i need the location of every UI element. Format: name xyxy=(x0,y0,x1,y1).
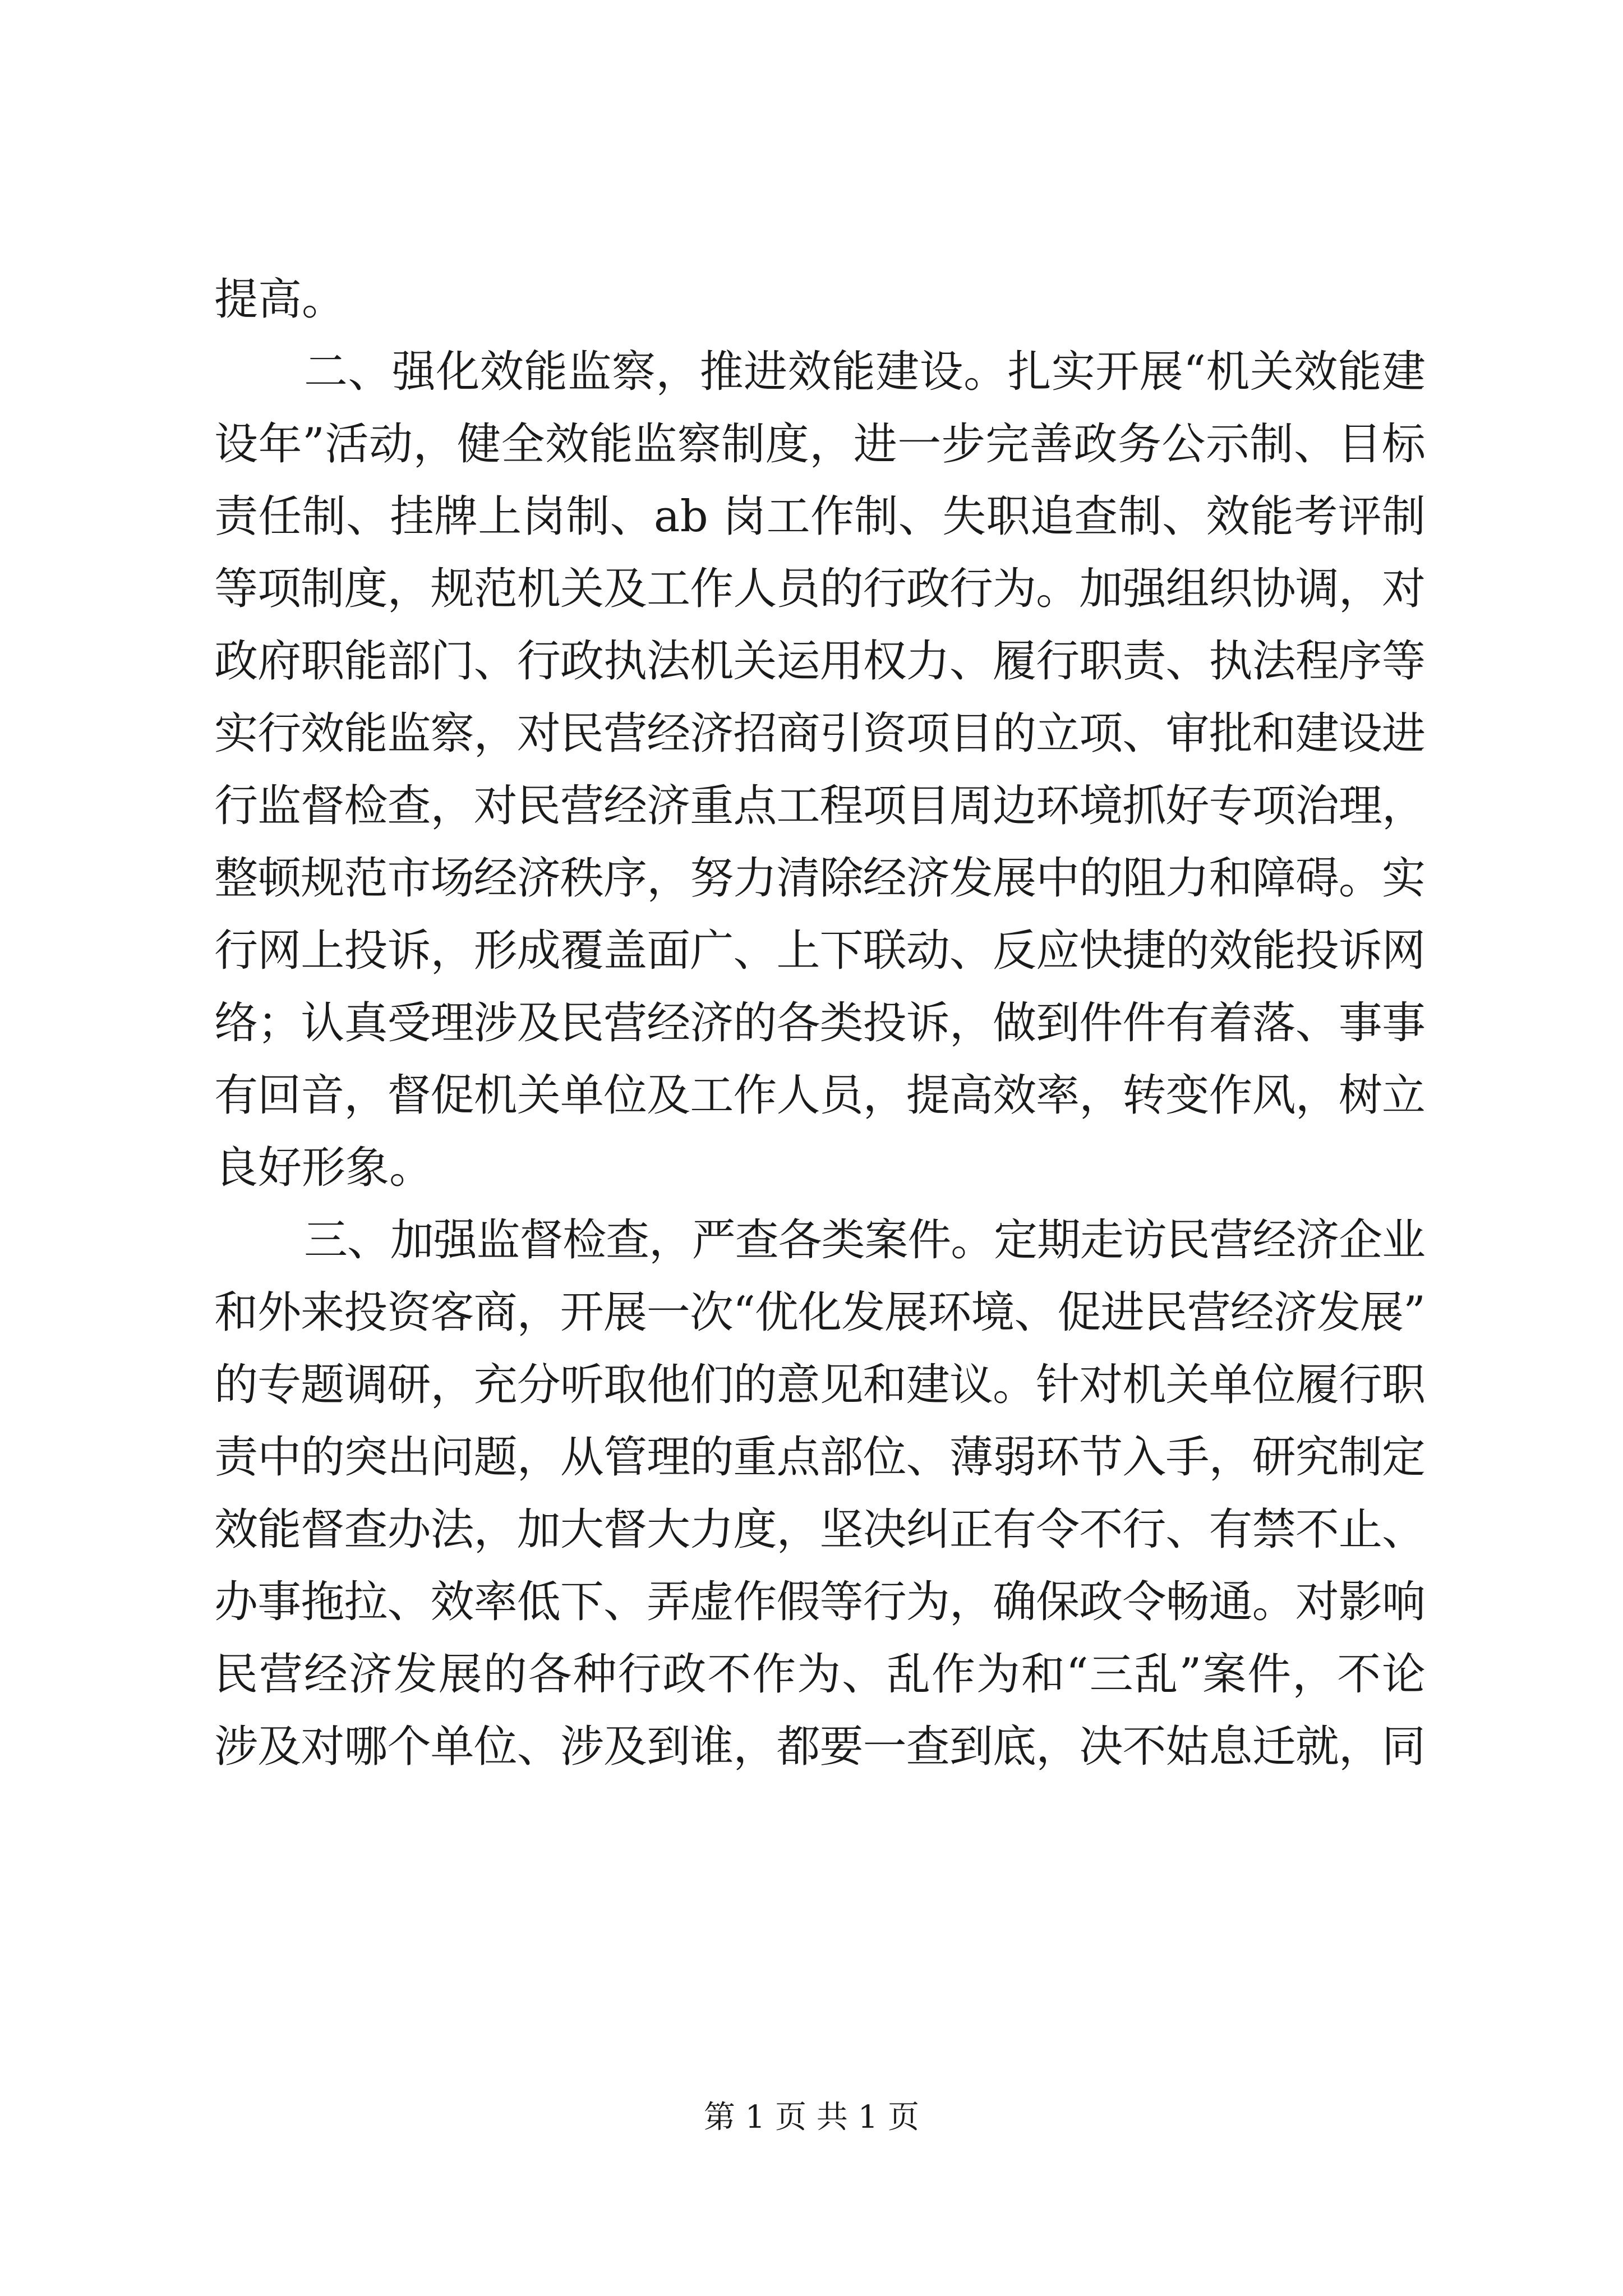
text-line: 办事拖拉、效率低下、弄虚作假等行为，确保政令畅通。对影响 xyxy=(214,1577,1426,1627)
text-line: 实行效能监察，对民营经济招商引资项目的立项、审批和建设进 xyxy=(214,708,1426,759)
text-line: 良好形象。 xyxy=(214,1143,434,1193)
text-line: 有回音，督促机关单位及工作人员，提高效率，转变作风，树立 xyxy=(214,1070,1426,1121)
text-line: 涉及对哪个单位、涉及到谁，都要一查到底，决不姑息迁就，同 xyxy=(214,1722,1426,1772)
text-line: 效能督查办法，加大督大力度，坚决纠正有令不行、有禁不止、 xyxy=(214,1504,1426,1555)
text-line: 二、强化效能监察，推进效能建设。扎实开展“机关效能建 xyxy=(304,347,1426,397)
text-line: 和外来投资客商，开展一次“优化发展环境、促进民营经济发展” xyxy=(214,1287,1426,1338)
text-line: 等项制度，规范机关及工作人员的行政行为。加强组织协调，对 xyxy=(214,564,1426,614)
text-line: 行监督检查，对民营经济重点工程项目周边环境抓好专项治理， xyxy=(214,781,1426,831)
text-line: 民营经济发展的各种行政不作为、乱作为和“三乱”案件，不论 xyxy=(214,1649,1427,1700)
text-line: 的专题调研，充分听取他们的意见和建议。针对机关单位履行职 xyxy=(214,1360,1426,1410)
text-line: 政府职能部门、行政执法机关运用权力、履行职责、执法程序等 xyxy=(214,636,1426,687)
page-footer: 第 1 页 共 1 页 xyxy=(703,2099,920,2136)
text-line: 设年”活动，健全效能监察制度，进一步完善政务公示制、目标 xyxy=(214,419,1426,470)
text-line: 责中的突出问题，从管理的重点部位、薄弱环节入手，研究制定 xyxy=(214,1432,1426,1483)
text-line: 三、加强监督检查，严查各类案件。定期走访民营经济企业 xyxy=(304,1215,1425,1266)
body-text xyxy=(214,264,1426,1783)
text-line: 行网上投诉，形成覆盖面广、上下联动、反应快捷的效能投诉网 xyxy=(214,926,1426,976)
text-line: 络；认真受理涉及民营经济的各类投诉，做到件件有着落、事事 xyxy=(214,998,1426,1048)
text-line: 整顿规范市场经济秩序，努力清除经济发展中的阻力和障碍。实 xyxy=(214,853,1426,904)
text-line: 提高。 xyxy=(214,274,346,325)
text-line: 责任制、挂牌上岗制、ab 岗工作制、失职追查制、效能考评制 xyxy=(214,491,1426,542)
